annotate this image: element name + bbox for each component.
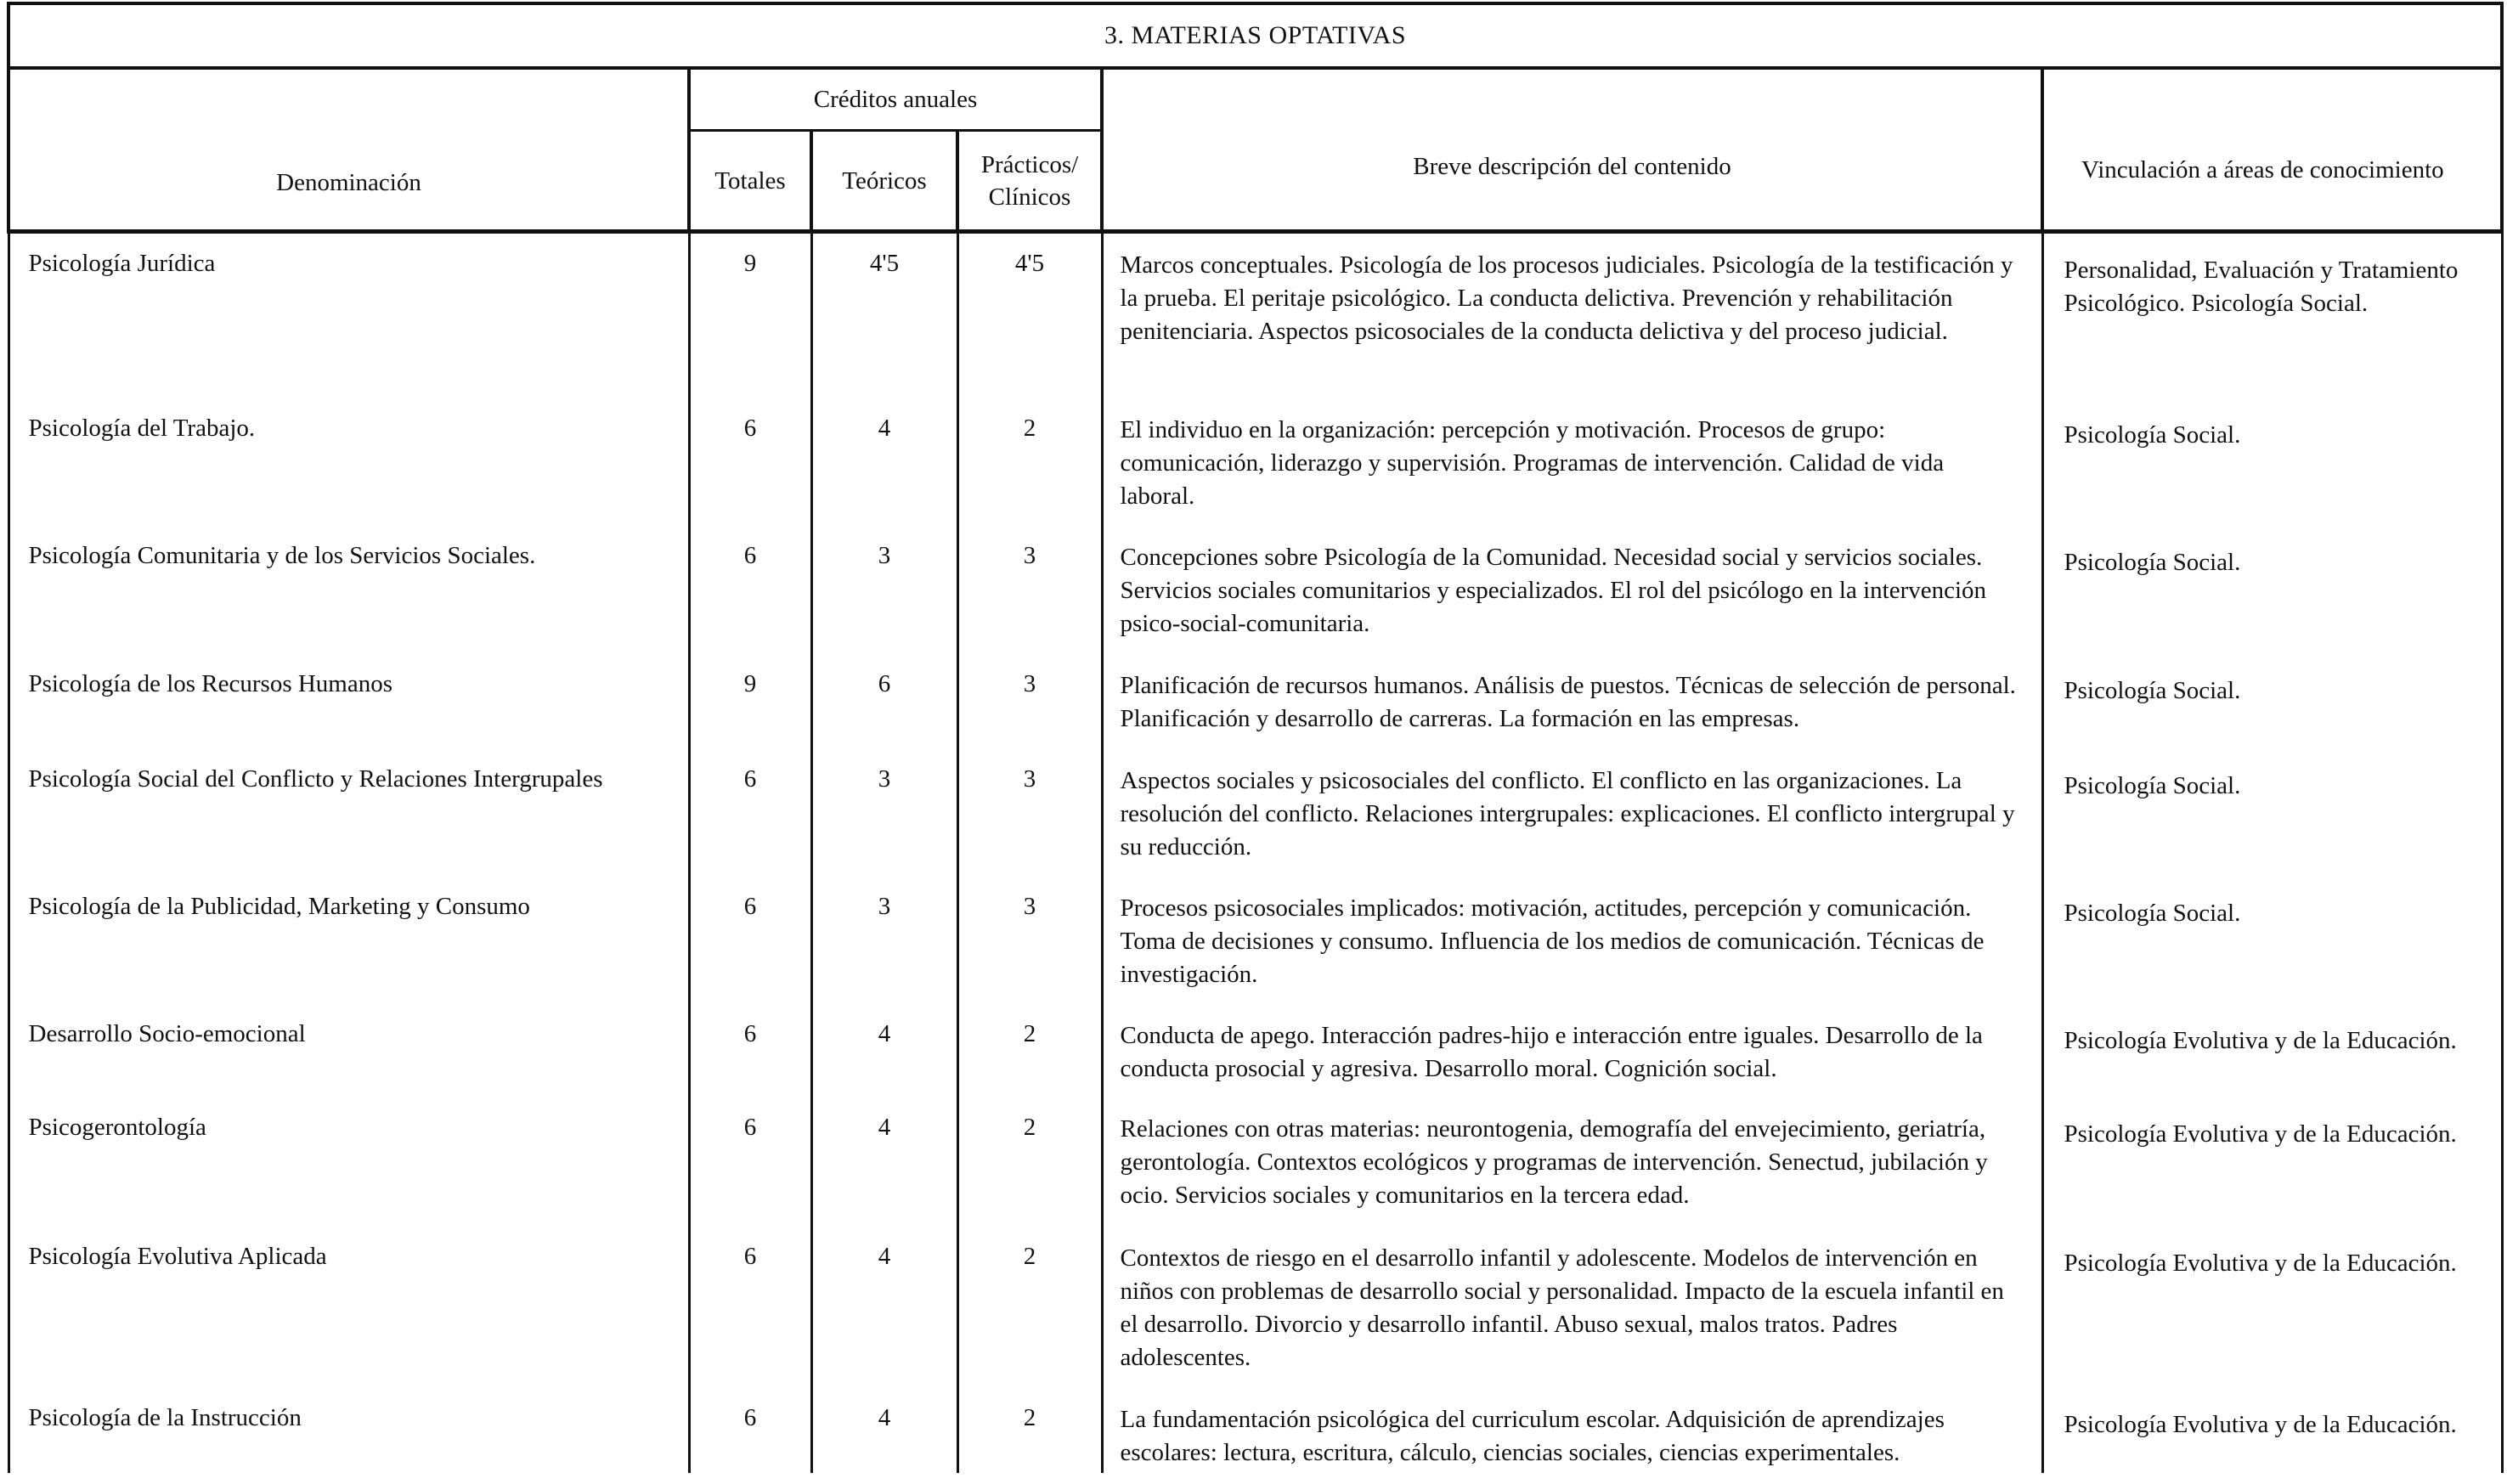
cell-totales: 6 — [689, 1004, 811, 1097]
document-page — [7, 2, 2500, 1484]
cell-descripcion: Concepciones sobre Psicología de la Comunidad. Necesidad social y servicios sociales. Servicios sociales comunitarios y especializados. El rol del psicólogo en la intervención psico-social-comunitaria. — [1102, 526, 2042, 654]
cell-teoricos: 3 — [811, 526, 957, 654]
cell-practicos: 3 — [957, 877, 1102, 1004]
cell-descripcion: Planificación de recursos humanos. Análisis de puestos. Técnicas de selección de personal. Planificación y desarrollo de carreras. La formación en las empresas. — [1102, 654, 2042, 749]
cell-vinculacion: Psicología Evolutiva y de la Educación. — [2042, 1004, 2502, 1097]
table-row — [8, 398, 2502, 526]
header-teoricos: Teóricos — [811, 131, 957, 232]
cell-totales: 6 — [689, 526, 811, 654]
cell-denominacion: Psicología de la Publicidad, Marketing y Consumo — [8, 877, 689, 1004]
header-creditos-anuales: Créditos anuales — [689, 68, 1102, 131]
cell-denominacion: Psicología Evolutiva Aplicada — [8, 1227, 689, 1388]
header-practicos-line2: Clínicos — [988, 183, 1071, 211]
table-row — [8, 1227, 2502, 1388]
table-row — [8, 232, 2502, 398]
cell-denominacion: Psicogerontología — [8, 1097, 689, 1227]
cell-denominacion: Psicología del Trabajo. — [8, 398, 689, 526]
cell-practicos: 2 — [957, 1388, 1102, 1473]
cell-denominacion: Psicología de la Instrucción — [8, 1388, 689, 1473]
materias-optativas-table — [7, 2, 2504, 1473]
cell-practicos: 2 — [957, 398, 1102, 526]
cell-descripcion: Marcos conceptuales. Psicología de los procesos judiciales. Psicología de la testificación y la prueba. El peritaje psicológico. La conducta delictiva. Prevención y rehabilitación penitenciaria. Aspectos psicosociales de la conducta delictiva y del proceso judicial. — [1102, 232, 2042, 398]
table-row — [8, 1097, 2502, 1227]
table-row — [8, 1004, 2502, 1097]
cell-denominacion: Psicología Comunitaria y de los Servicios Sociales. — [8, 526, 689, 654]
cell-denominacion: Desarrollo Socio-emocional — [8, 1004, 689, 1097]
cell-teoricos: 4'5 — [811, 232, 957, 398]
cell-vinculacion: Psicología Evolutiva y de la Educación. — [2042, 1227, 2502, 1388]
cell-practicos: 2 — [957, 1097, 1102, 1227]
cell-practicos: 4'5 — [957, 232, 1102, 398]
cell-vinculacion: Psicología Social. — [2042, 877, 2502, 1004]
table-row — [8, 877, 2502, 1004]
cell-denominacion: Psicología de los Recursos Humanos — [8, 654, 689, 749]
cell-practicos: 2 — [957, 1004, 1102, 1097]
cell-vinculacion: Psicología Social. — [2042, 398, 2502, 526]
cell-teoricos: 4 — [811, 1227, 957, 1388]
header-totales: Totales — [689, 131, 811, 232]
cell-practicos: 3 — [957, 654, 1102, 749]
cell-descripcion: Aspectos sociales y psicosociales del conflicto. El conflicto en las organizaciones. La resolución del conflicto. Relaciones intergrupales: explicaciones. El conflicto intergrupal y su reducción. — [1102, 749, 2042, 877]
cell-teoricos: 3 — [811, 877, 957, 1004]
cell-vinculacion: Psicología Evolutiva y de la Educación. — [2042, 1388, 2502, 1473]
cell-teoricos: 4 — [811, 1388, 957, 1473]
cell-denominacion: Psicología Social del Conflicto y Relaciones Intergrupales — [8, 749, 689, 877]
cell-totales: 6 — [689, 1227, 811, 1388]
cell-vinculacion: Personalidad, Evaluación y Tratamiento Psicológico. Psicología Social. — [2042, 232, 2502, 398]
cell-vinculacion: Psicología Evolutiva y de la Educación. — [2042, 1097, 2502, 1227]
cell-descripcion: Relaciones con otras materias: neurontogenia, demografía del envejecimiento, geriatría, gerontología. Contextos ecológicos y programas de intervención. Senectud, jubilación y ocio. Servicios sociales y comunitarios en la tercera edad. — [1102, 1097, 2042, 1227]
header-vinculacion: Vinculación a áreas de conocimiento — [2042, 68, 2502, 232]
cell-teoricos: 3 — [811, 749, 957, 877]
cell-teoricos: 4 — [811, 398, 957, 526]
table-row — [8, 526, 2502, 654]
cell-descripcion: Conducta de apego. Interacción padres-hijo e interacción entre iguales. Desarrollo de la conducta prosocial y agresiva. Desarrollo moral. Cognición social. — [1102, 1004, 2042, 1097]
cell-practicos: 3 — [957, 749, 1102, 877]
cell-vinculacion: Psicología Social. — [2042, 749, 2502, 877]
cell-denominacion: Psicología Jurídica — [8, 232, 689, 398]
header-practicos-line1: Prácticos/ — [980, 150, 1079, 178]
cell-teoricos: 4 — [811, 1004, 957, 1097]
cell-descripcion: La fundamentación psicológica del curriculum escolar. Adquisición de aprendizajes escolares: lectura, escritura, cálculo, ciencias sociales, ciencias experimentales. — [1102, 1388, 2042, 1473]
cell-totales: 6 — [689, 877, 811, 1004]
cell-totales: 6 — [689, 1097, 811, 1227]
cell-totales: 6 — [689, 749, 811, 877]
cell-descripcion: El individuo en la organización: percepción y motivación. Procesos de grupo: comunicación, liderazgo y supervisión. Programas de intervención. Calidad de vida laboral. — [1102, 398, 2042, 526]
cell-vinculacion: Psicología Social. — [2042, 654, 2502, 749]
cell-descripcion: Contextos de riesgo en el desarrollo infantil y adolescente. Modelos de intervención en niños con problemas de desarrollo social y personalidad. Impacto de la escuela infantil en el desarrollo. Divorcio y desarrollo infantil. Abuso sexual, malos tratos. Padres adolescentes. — [1102, 1227, 2042, 1388]
cell-teoricos: 6 — [811, 654, 957, 749]
table-title: 3. MATERIAS OPTATIVAS — [8, 3, 2502, 68]
cell-vinculacion: Psicología Social. — [2042, 526, 2502, 654]
table-row — [8, 749, 2502, 877]
cell-totales: 9 — [689, 232, 811, 398]
cell-totales: 9 — [689, 654, 811, 749]
table-row — [8, 654, 2502, 749]
header-descripcion: Breve descripción del contenido — [1102, 68, 2042, 232]
cell-totales: 6 — [689, 1388, 811, 1473]
cell-descripcion: Procesos psicosociales implicados: motivación, actitudes, percepción y comunicación. Toma de decisiones y consumo. Influencia de los medios de comunicación. Técnicas de investigación. — [1102, 877, 2042, 1004]
header-denominacion: Denominación — [8, 68, 689, 232]
header-practicos — [957, 131, 1102, 232]
cell-practicos: 3 — [957, 526, 1102, 654]
table-row — [8, 1388, 2502, 1473]
cell-totales: 6 — [689, 398, 811, 526]
cell-practicos: 2 — [957, 1227, 1102, 1388]
cell-teoricos: 4 — [811, 1097, 957, 1227]
